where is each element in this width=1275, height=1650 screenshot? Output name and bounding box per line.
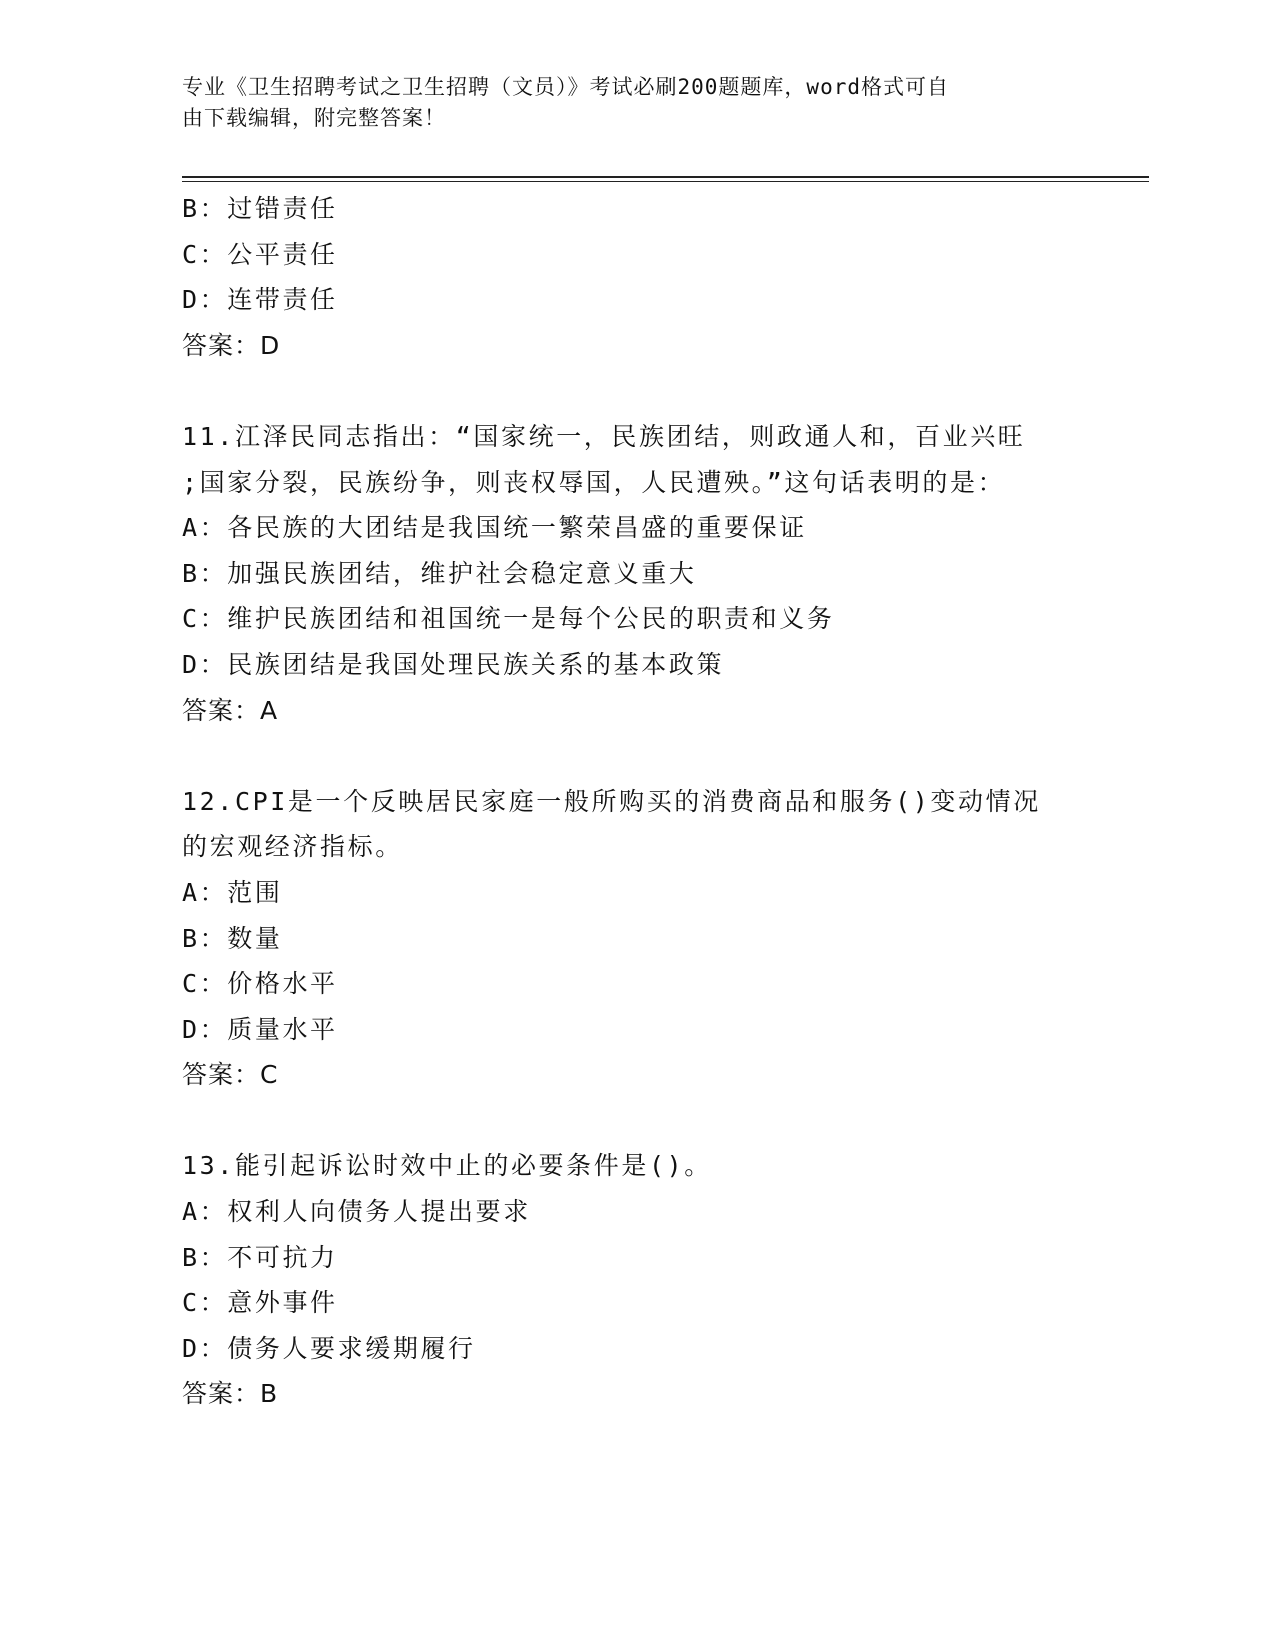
- option-d: D：债务人要求缓期履行: [182, 1333, 476, 1363]
- spacer: [182, 1098, 1082, 1144]
- header-divider-thin: [182, 181, 1149, 182]
- header-line-2: 由下载编辑，附完整答案！: [182, 106, 446, 130]
- document-header: [182, 72, 1062, 134]
- option-a: A：各民族的大团结是我国统一繁荣昌盛的重要保证: [182, 513, 807, 543]
- answer-line: 答案：B: [182, 1379, 279, 1409]
- option-c: C：意外事件: [182, 1288, 338, 1318]
- option-d: D：连带责任: [182, 285, 338, 315]
- question-stem-line-1: 11.江泽民同志指出：“国家统一，民族团结，则政通人和，百业兴旺: [182, 421, 1026, 451]
- header-divider-thick: [182, 176, 1149, 178]
- question-13: [182, 1143, 1082, 1417]
- question-10-continued: [182, 186, 1082, 368]
- answer-line: 答案：A: [182, 695, 279, 725]
- answer-line: 答案：C: [182, 1060, 279, 1090]
- question-stem-line-1: 12.CPI是一个反映居民家庭一般所购买的消费商品和服务()变动情况: [182, 786, 1041, 816]
- question-11: [182, 414, 1082, 733]
- option-c: C：价格水平: [182, 969, 338, 999]
- spacer: [182, 368, 1082, 414]
- spacer: [182, 733, 1082, 779]
- question-stem-line-2: ;国家分裂，民族纷争，则丧权辱国，人民遭殃。”这句话表明的是：: [182, 467, 1006, 497]
- option-c: C：公平责任: [182, 239, 338, 269]
- option-a: A：权利人向债务人提出要求: [182, 1197, 531, 1227]
- question-list: [182, 186, 1082, 1417]
- option-b: B：过错责任: [182, 194, 338, 223]
- option-d: D：民族团结是我国处理民族关系的基本政策: [182, 649, 725, 679]
- option-b: B：不可抗力: [182, 1242, 338, 1272]
- option-a: A：范围: [182, 877, 283, 907]
- option-d: D：质量水平: [182, 1014, 338, 1044]
- header-line-1: 专业《卫生招聘考试之卫生招聘（文员）》考试必刷200题题库，word格式可自: [182, 75, 949, 99]
- question-stem-line-1: 13.能引起诉讼时效中止的必要条件是()。: [182, 1151, 712, 1181]
- option-b: B：数量: [182, 923, 283, 953]
- question-stem-line-2: 的宏观经济指标。: [182, 832, 403, 862]
- answer-line: 答案：D: [182, 330, 281, 360]
- question-12: [182, 779, 1082, 1098]
- option-b: B：加强民族团结，维护社会稳定意义重大: [182, 558, 697, 588]
- option-c: C：维护民族团结和祖国统一是每个公民的职责和义务: [182, 604, 835, 634]
